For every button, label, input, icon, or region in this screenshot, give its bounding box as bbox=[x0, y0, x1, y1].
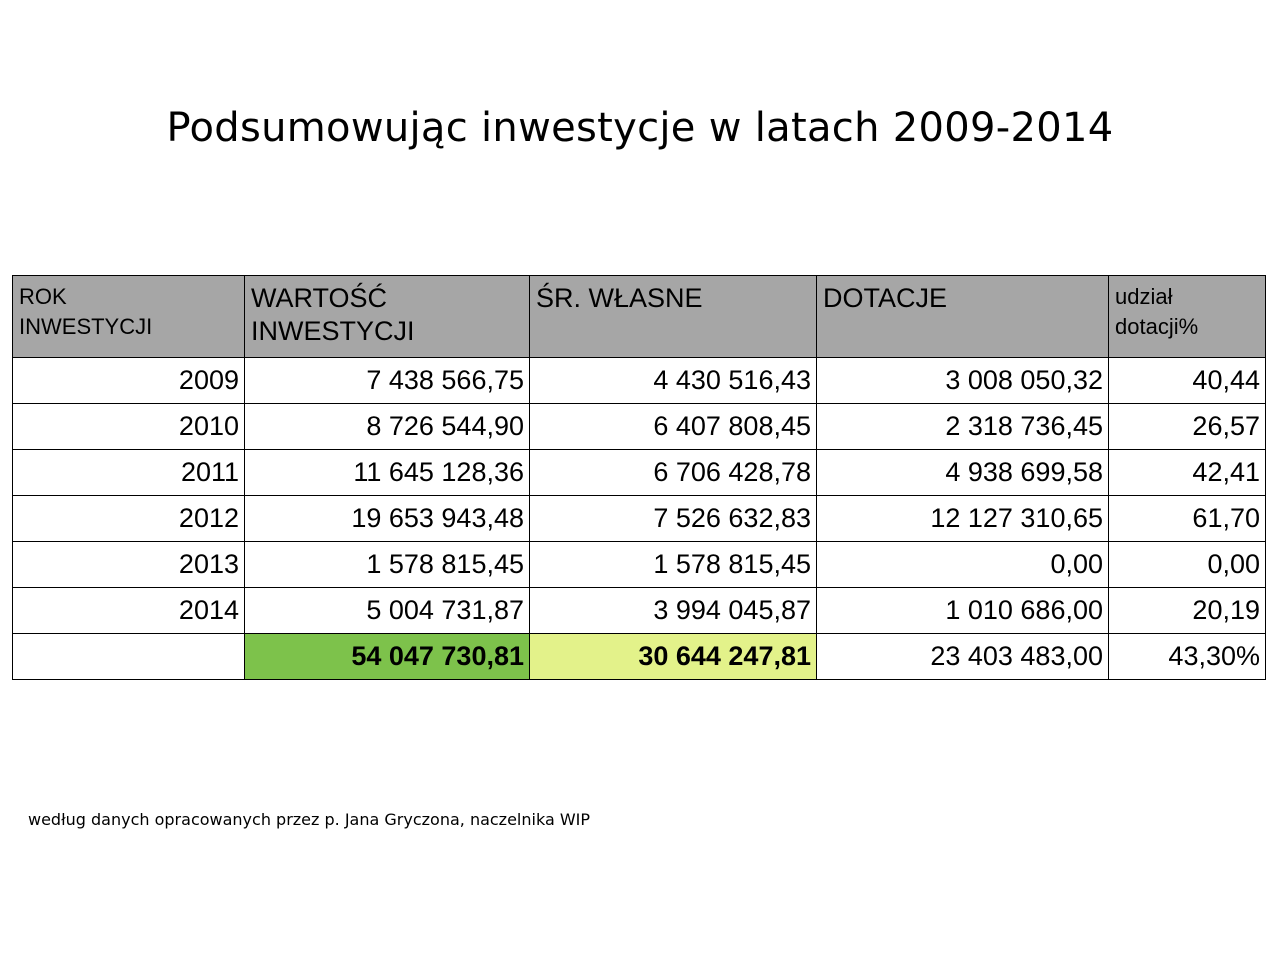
table-header-row bbox=[13, 276, 1266, 358]
cell-investment-value: 11 645 128,36 bbox=[245, 450, 530, 496]
header-subsidy-share: udział dotacji% bbox=[1109, 276, 1266, 358]
cell-year: 2009 bbox=[13, 358, 245, 404]
total-investment-value: 54 047 730,81 bbox=[245, 634, 530, 680]
cell-year: 2010 bbox=[13, 404, 245, 450]
table-row bbox=[13, 450, 1266, 496]
cell-investment-value: 8 726 544,90 bbox=[245, 404, 530, 450]
header-year: ROK INWESTYCJI bbox=[13, 276, 245, 358]
cell-own-funds: 6 407 808,45 bbox=[530, 404, 817, 450]
total-year-cell bbox=[13, 634, 245, 680]
cell-investment-value: 7 438 566,75 bbox=[245, 358, 530, 404]
cell-subsidies: 12 127 310,65 bbox=[817, 496, 1109, 542]
header-own-funds: ŚR. WŁASNE bbox=[530, 276, 817, 358]
cell-investment-value: 1 578 815,45 bbox=[245, 542, 530, 588]
cell-year: 2013 bbox=[13, 542, 245, 588]
source-note: według danych opracowanych przez p. Jana Gryczona, naczelnika WIP bbox=[28, 810, 591, 829]
cell-subsidy-share: 61,70 bbox=[1109, 496, 1266, 542]
cell-year: 2012 bbox=[13, 496, 245, 542]
cell-subsidy-share: 42,41 bbox=[1109, 450, 1266, 496]
cell-year: 2014 bbox=[13, 588, 245, 634]
table-row bbox=[13, 404, 1266, 450]
cell-investment-value: 5 004 731,87 bbox=[245, 588, 530, 634]
cell-own-funds: 4 430 516,43 bbox=[530, 358, 817, 404]
table-row bbox=[13, 358, 1266, 404]
cell-subsidy-share: 0,00 bbox=[1109, 542, 1266, 588]
cell-subsidy-share: 20,19 bbox=[1109, 588, 1266, 634]
total-subsidy-share: 43,30% bbox=[1109, 634, 1266, 680]
cell-year: 2011 bbox=[13, 450, 245, 496]
table-row bbox=[13, 496, 1266, 542]
total-own-funds: 30 644 247,81 bbox=[530, 634, 817, 680]
cell-subsidies: 3 008 050,32 bbox=[817, 358, 1109, 404]
cell-investment-value: 19 653 943,48 bbox=[245, 496, 530, 542]
cell-own-funds: 6 706 428,78 bbox=[530, 450, 817, 496]
totals-row bbox=[13, 634, 1266, 680]
table-row bbox=[13, 588, 1266, 634]
cell-own-funds: 7 526 632,83 bbox=[530, 496, 817, 542]
cell-subsidies: 0,00 bbox=[817, 542, 1109, 588]
header-investment-value: WARTOŚĆ INWESTYCJI bbox=[245, 276, 530, 358]
cell-subsidy-share: 40,44 bbox=[1109, 358, 1266, 404]
investment-table bbox=[12, 275, 1266, 680]
header-subsidies: DOTACJE bbox=[817, 276, 1109, 358]
cell-own-funds: 3 994 045,87 bbox=[530, 588, 817, 634]
cell-own-funds: 1 578 815,45 bbox=[530, 542, 817, 588]
cell-subsidy-share: 26,57 bbox=[1109, 404, 1266, 450]
total-subsidies: 23 403 483,00 bbox=[817, 634, 1109, 680]
table-row bbox=[13, 542, 1266, 588]
cell-subsidies: 1 010 686,00 bbox=[817, 588, 1109, 634]
slide-title: Podsumowując inwestycje w latach 2009-2014 bbox=[166, 105, 1114, 151]
cell-subsidies: 4 938 699,58 bbox=[817, 450, 1109, 496]
cell-subsidies: 2 318 736,45 bbox=[817, 404, 1109, 450]
